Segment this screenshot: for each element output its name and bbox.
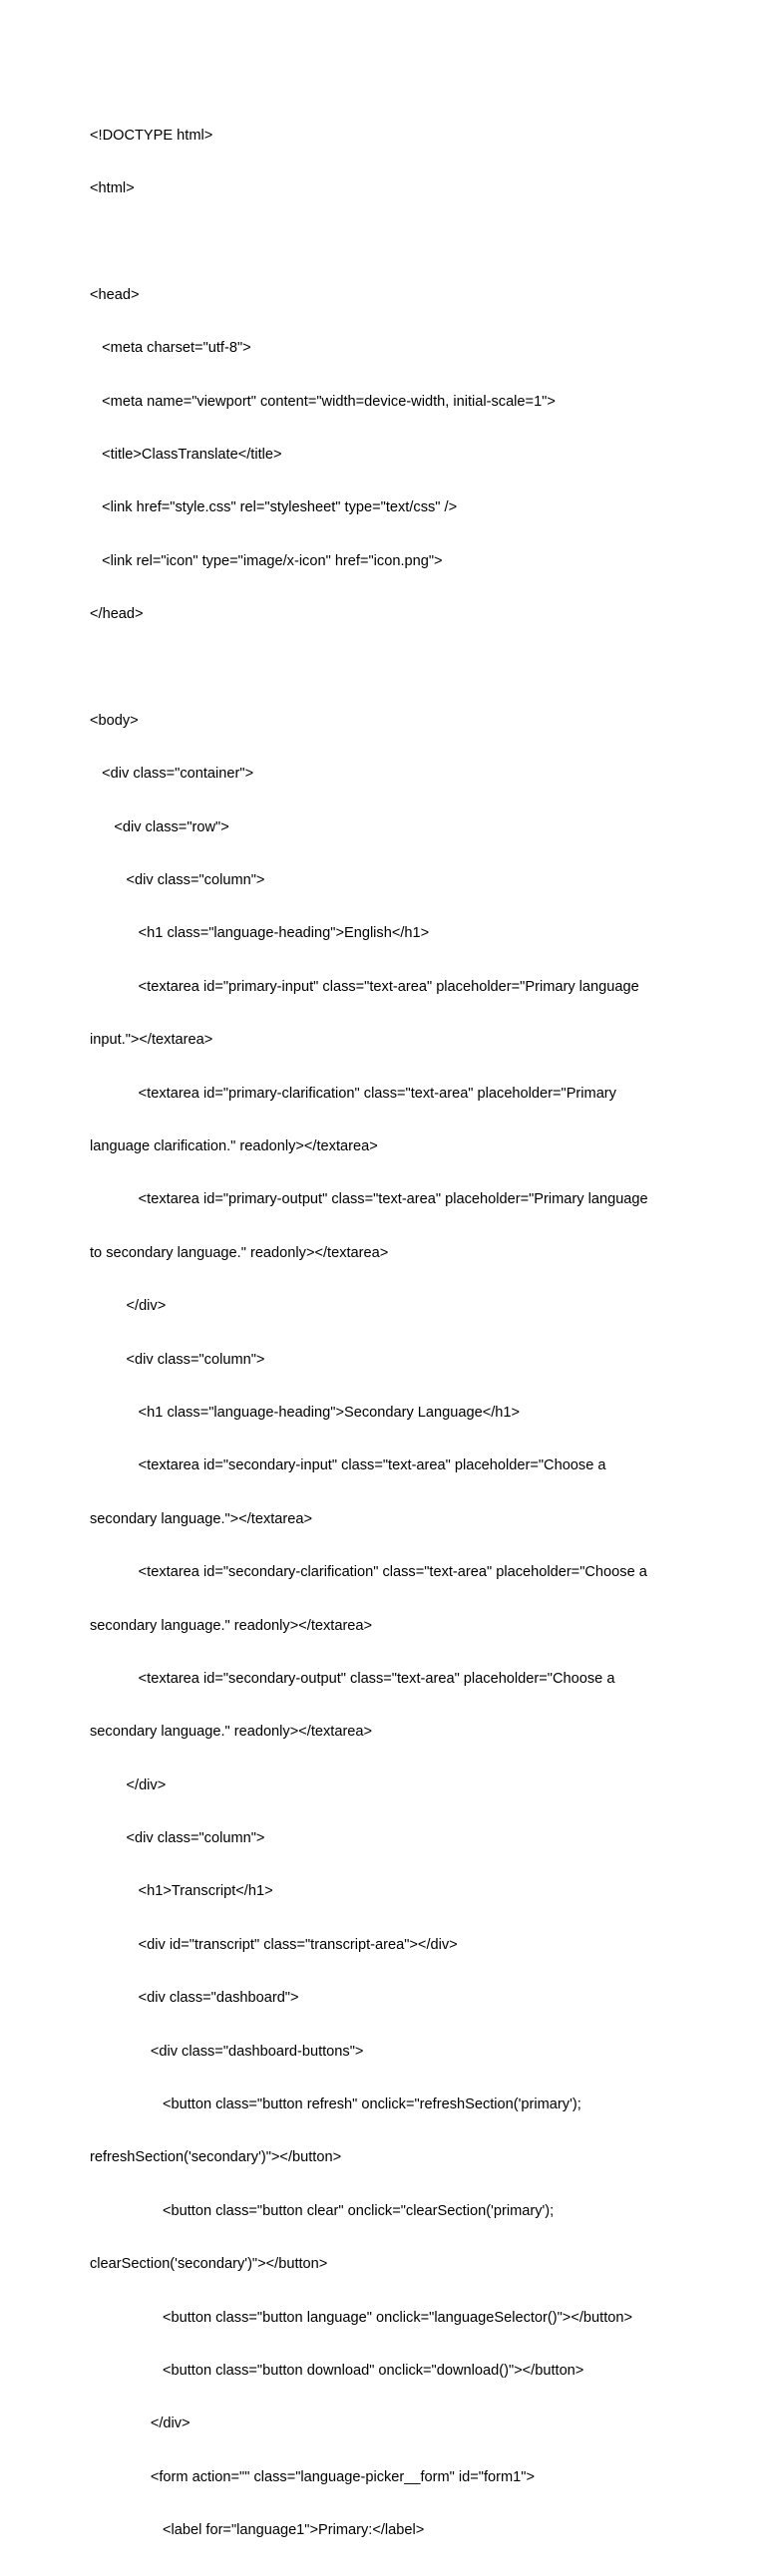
document-line bbox=[90, 233, 698, 251]
document-line: <div class="container"> bbox=[90, 766, 254, 783]
html-source-text bbox=[90, 92, 698, 2576]
document-line: <textarea id="primary-clarification" class="text-area" placeholder="Primary bbox=[90, 1085, 616, 1102]
document-line: <label for="language1">Primary:</label> bbox=[90, 2522, 425, 2539]
document-line: secondary language." readonly></textarea> bbox=[90, 1617, 373, 1634]
document-line: <textarea id="primary-input" class="text-area" placeholder="Primary language bbox=[90, 978, 639, 995]
document-line: <form action="" class="language-picker__form" id="form1"> bbox=[90, 2468, 535, 2485]
document-line: <link rel="icon" type="image/x-icon" href="icon.png"> bbox=[90, 552, 443, 569]
document-line: <textarea id="secondary-clarification" class="text-area" placeholder="Choose a bbox=[90, 1564, 647, 1581]
document-line: <div class="dashboard-buttons"> bbox=[90, 2043, 364, 2060]
document-line: </head> bbox=[90, 606, 144, 623]
document-line: refreshSection('secondary')"></button> bbox=[90, 2149, 342, 2166]
document-line: <meta name="viewport" content="width=device-width, initial-scale=1"> bbox=[90, 393, 556, 410]
document-line: <div class="column"> bbox=[90, 1830, 265, 1847]
document-line: </div> bbox=[90, 2415, 191, 2432]
document-line: <title>ClassTranslate</title> bbox=[90, 446, 282, 463]
document-line: <div class="row"> bbox=[90, 818, 229, 835]
document-line: <div class="column"> bbox=[90, 1351, 265, 1368]
document-line: </div> bbox=[90, 1298, 167, 1315]
document-line: <div id="transcript" class="transcript-area"></div> bbox=[90, 1936, 458, 1953]
document-line: <head> bbox=[90, 286, 140, 303]
document-line: <!DOCTYPE html> bbox=[90, 127, 213, 144]
document-line: <textarea id="secondary-output" class="text-area" placeholder="Choose a bbox=[90, 1670, 615, 1687]
document-line: <link href="style.css" rel="stylesheet" type="text/css" /> bbox=[90, 499, 458, 516]
document-line bbox=[90, 660, 698, 678]
document-line: input."></textarea> bbox=[90, 1032, 213, 1049]
document-line: <button class="button language" onclick="languageSelector()"></button> bbox=[90, 2309, 633, 2326]
document-line: </div> bbox=[90, 1776, 167, 1793]
document-line: <h1 class="language-heading">English</h1> bbox=[90, 925, 430, 942]
document-line: <html> bbox=[90, 179, 135, 196]
document-line: secondary language." readonly></textarea> bbox=[90, 1724, 373, 1741]
document-line: <div class="column"> bbox=[90, 872, 265, 889]
document-line: <button class="button clear" onclick="clearSection('primary'); bbox=[90, 2202, 555, 2219]
document-line: <h1>Transcript</h1> bbox=[90, 1883, 273, 1900]
document-line: secondary language."></textarea> bbox=[90, 1510, 313, 1527]
document-line: to secondary language." readonly></textarea> bbox=[90, 1244, 389, 1261]
document-line: <button class="button refresh" onclick="refreshSection('primary'); bbox=[90, 2096, 581, 2113]
document-line: <textarea id="primary-output" class="text-area" placeholder="Primary language bbox=[90, 1191, 648, 1208]
document-line: language clarification." readonly></textarea> bbox=[90, 1138, 378, 1155]
document-line: <button class="button download" onclick="download()"></button> bbox=[90, 2363, 584, 2379]
document-line: <div class="dashboard"> bbox=[90, 1990, 299, 2007]
document-line: <meta charset="utf-8"> bbox=[90, 340, 251, 357]
document-line: clearSection('secondary')"></button> bbox=[90, 2256, 328, 2273]
document-line: <body> bbox=[90, 712, 139, 729]
document-line: <h1 class="language-heading">Secondary Language</h1> bbox=[90, 1404, 521, 1421]
document-line: <textarea id="secondary-input" class="text-area" placeholder="Choose a bbox=[90, 1457, 606, 1474]
